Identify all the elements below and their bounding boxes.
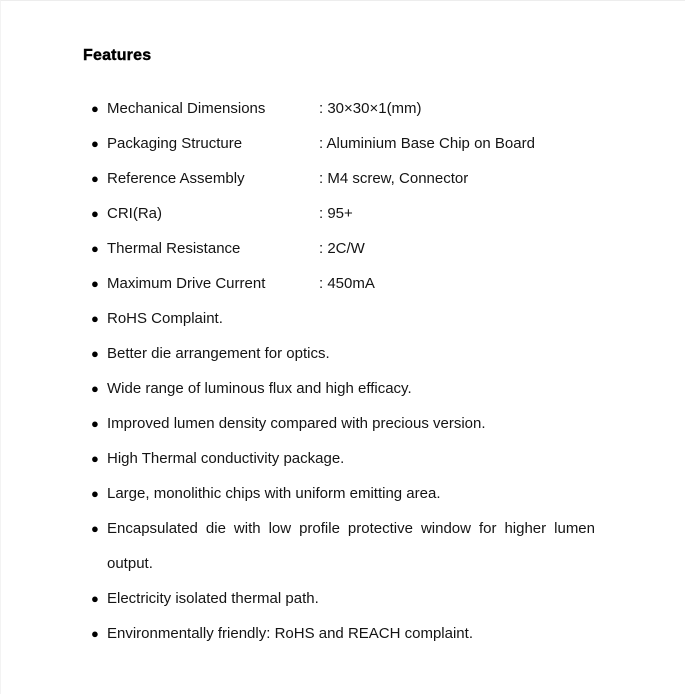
features-heading: Features bbox=[83, 47, 152, 64]
spec-value: : Aluminium Base Chip on Board bbox=[319, 135, 535, 152]
bullet-icon: ● bbox=[91, 381, 99, 396]
spec-value: : 450mA bbox=[319, 275, 375, 292]
feature-item bbox=[91, 511, 595, 581]
feature-item bbox=[91, 441, 595, 476]
bullet-icon: ● bbox=[91, 486, 99, 501]
feature-item bbox=[91, 406, 595, 441]
bullet-icon: ● bbox=[91, 626, 99, 641]
spec-label: Reference Assembly bbox=[107, 170, 245, 187]
feature-item bbox=[91, 301, 595, 336]
bullet-icon: ● bbox=[91, 521, 99, 536]
spec-value: : 95+ bbox=[319, 205, 353, 222]
feature-text: RoHS Complaint. bbox=[107, 310, 223, 327]
spec-label: CRI(Ra) bbox=[107, 205, 162, 222]
bullet-icon: ● bbox=[91, 416, 99, 431]
spec-item bbox=[91, 126, 595, 161]
spec-label: Maximum Drive Current bbox=[107, 275, 266, 292]
spec-value: : M4 screw, Connector bbox=[319, 170, 469, 187]
spec-label: Packaging Structure bbox=[107, 135, 243, 152]
bullet-icon: ● bbox=[91, 101, 99, 116]
spec-value: : 2C/W bbox=[319, 240, 365, 257]
feature-text: Better die arrangement for optics. bbox=[107, 345, 330, 362]
spec-item bbox=[91, 161, 595, 196]
spec-item bbox=[91, 91, 595, 126]
spec-item bbox=[91, 266, 595, 301]
feature-item bbox=[91, 476, 595, 511]
feature-text: High Thermal conductivity package. bbox=[107, 450, 345, 467]
feature-text: Wide range of luminous flux and high efficacy. bbox=[107, 380, 412, 397]
feature-text: Environmentally friendly: RoHS and REACH complaint. bbox=[107, 625, 473, 642]
bullet-icon: ● bbox=[91, 451, 99, 466]
feature-item bbox=[91, 371, 595, 406]
bullet-icon: ● bbox=[91, 206, 99, 221]
bullet-icon: ● bbox=[91, 241, 99, 256]
bullet-icon: ● bbox=[91, 276, 99, 291]
feature-text: Encapsulated die with low profile protective window for higher lumen output. bbox=[107, 520, 595, 572]
spec-label: Thermal Resistance bbox=[107, 240, 241, 257]
bullet-icon: ● bbox=[91, 346, 99, 361]
bullet-icon: ● bbox=[91, 171, 99, 186]
feature-item bbox=[91, 581, 595, 616]
spec-item bbox=[91, 231, 595, 266]
feature-text: Electricity isolated thermal path. bbox=[107, 590, 319, 607]
feature-item bbox=[91, 616, 595, 651]
spec-value: : 30×30×1(mm) bbox=[319, 100, 422, 117]
feature-text: Improved lumen density compared with precious version. bbox=[107, 415, 486, 432]
feature-text: Large, monolithic chips with uniform emitting area. bbox=[107, 485, 441, 502]
spec-label: Mechanical Dimensions bbox=[107, 100, 266, 117]
feature-item bbox=[91, 336, 595, 371]
spec-item bbox=[91, 196, 595, 231]
features-list bbox=[91, 91, 595, 651]
bullet-icon: ● bbox=[91, 136, 99, 151]
bullet-icon: ● bbox=[91, 311, 99, 326]
bullet-icon: ● bbox=[91, 591, 99, 606]
